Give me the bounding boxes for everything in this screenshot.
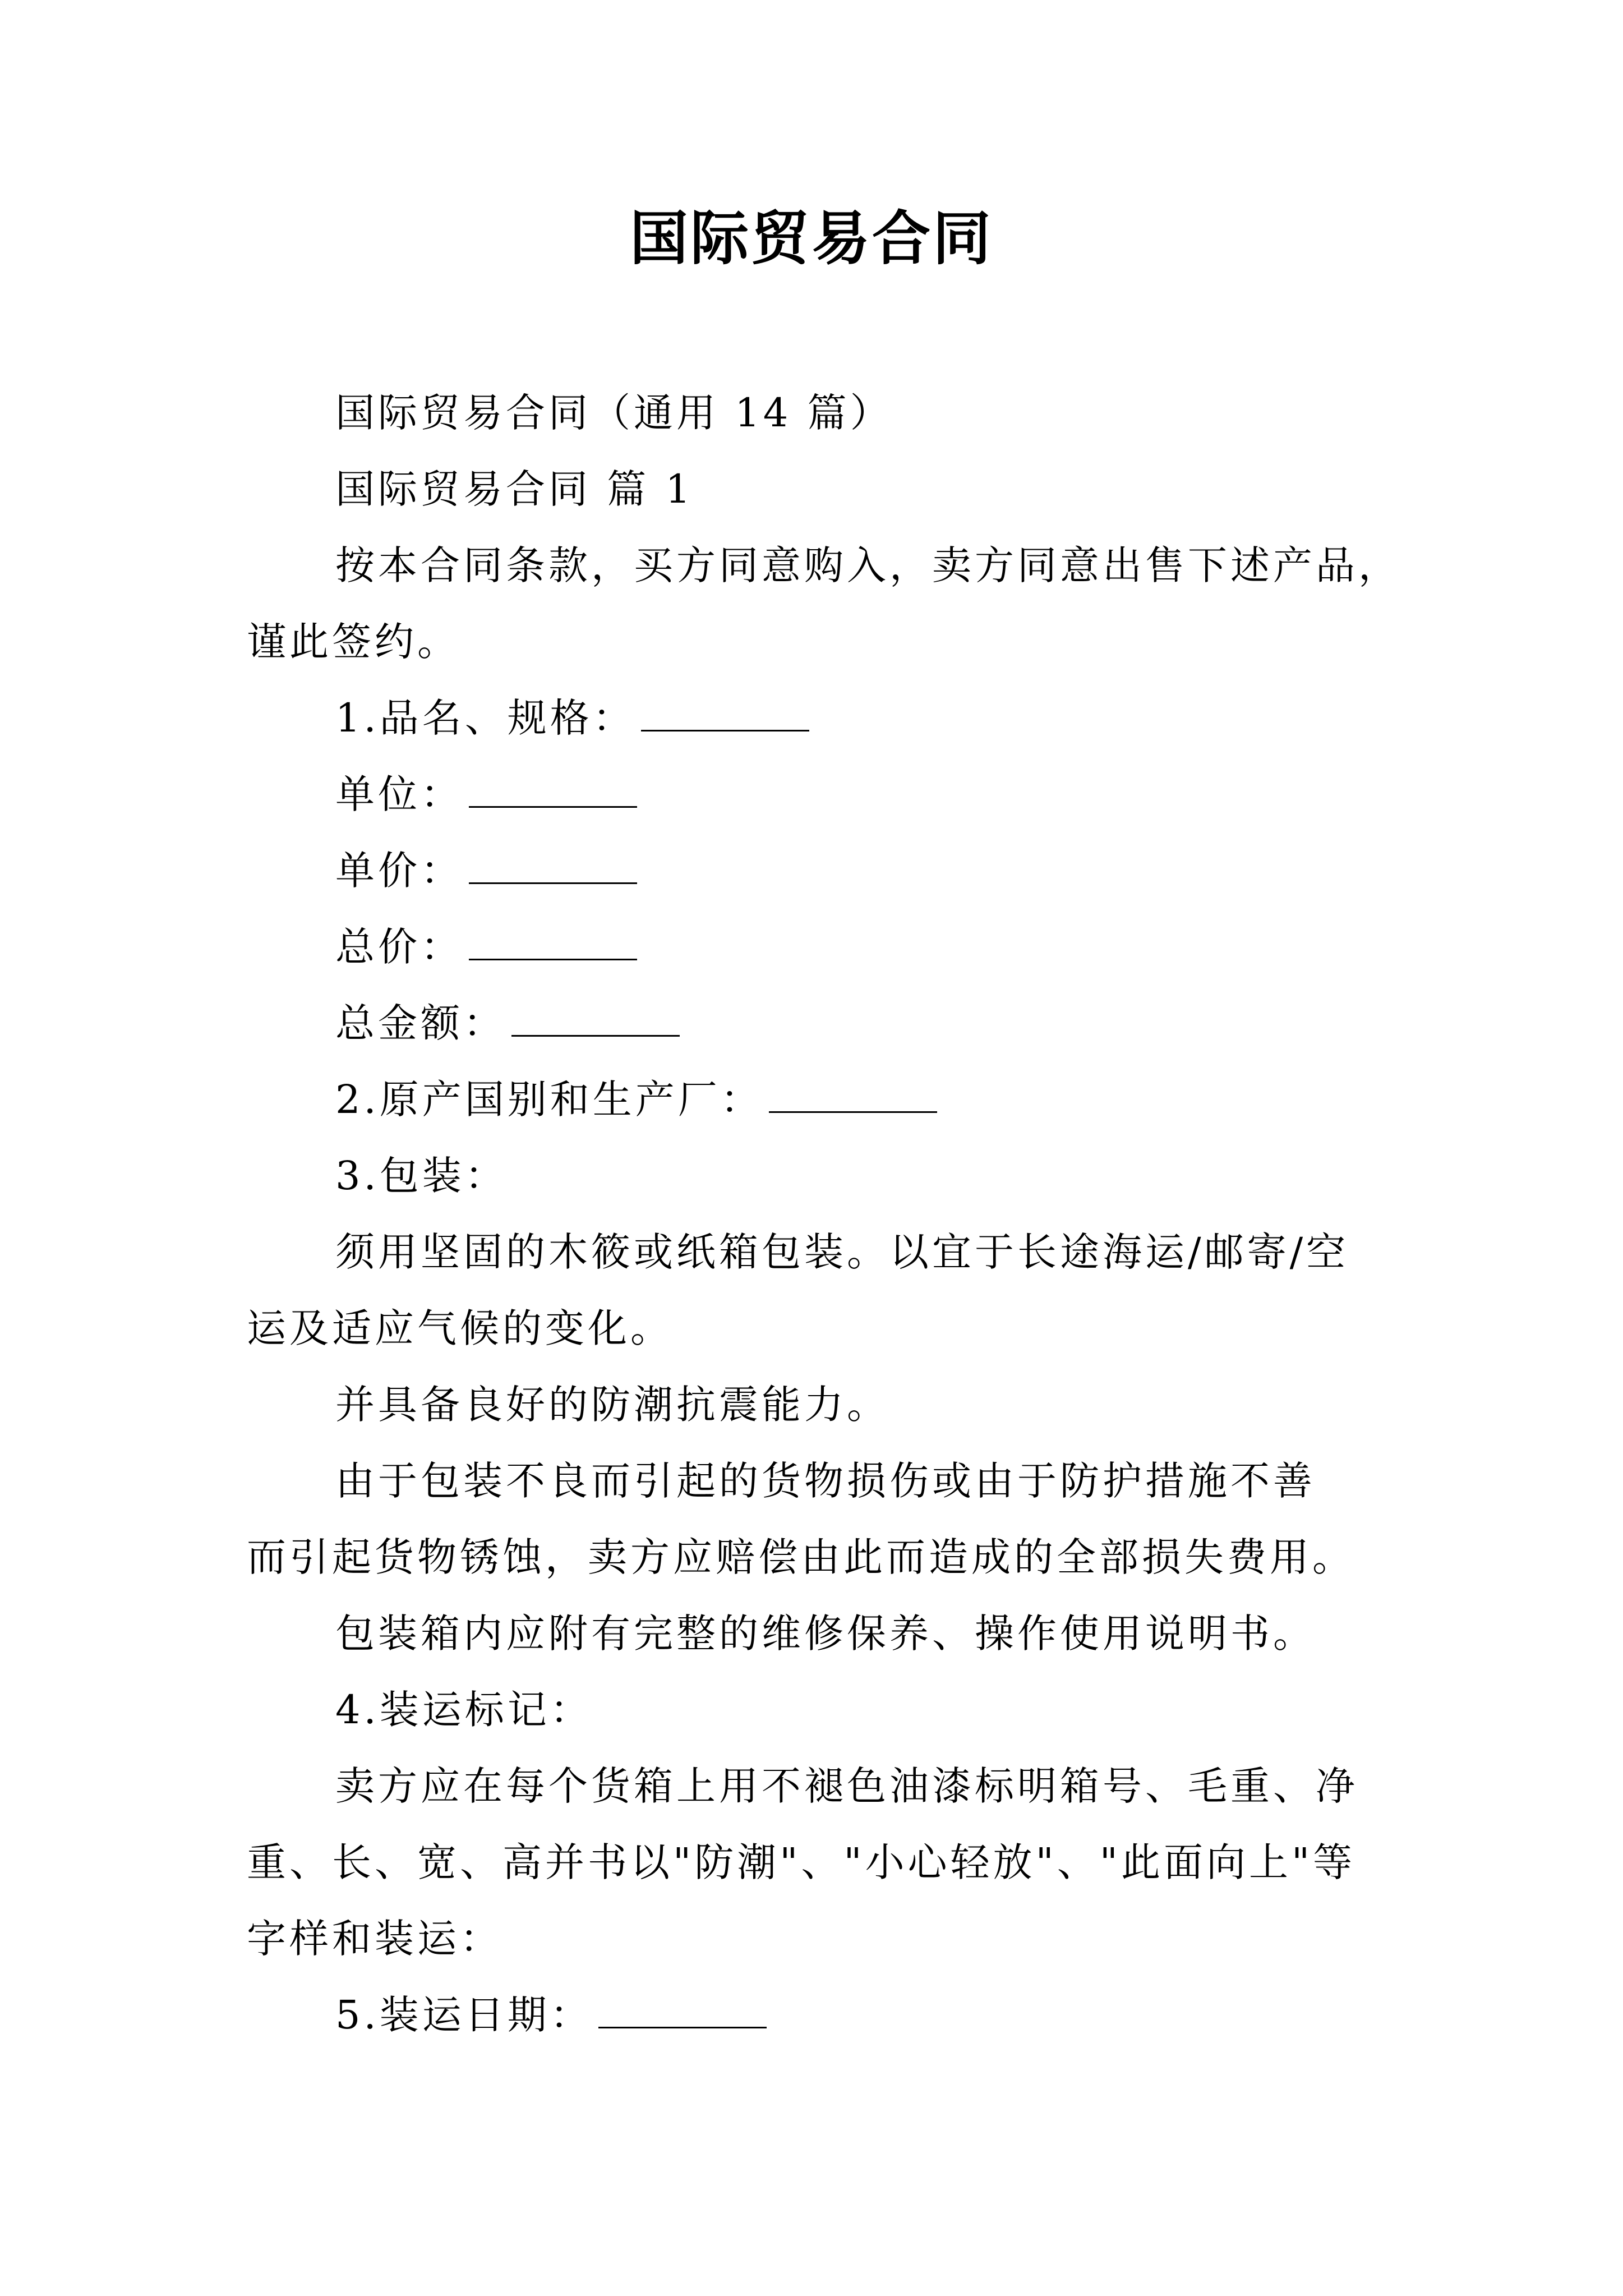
fill-in-blank [641, 696, 809, 731]
section-heading: 国际贸易合同 篇 1 [335, 466, 694, 512]
intro-paragraph-line: 谨此签约。 [247, 619, 460, 665]
shipping-marks-paragraph-line: 字样和装运： [247, 1916, 502, 1962]
field-label: 总价： [335, 924, 463, 970]
shipping-marks-paragraph-line: 重、长、宽、高并书以"防潮"、"小心轻放"、"此面向上"等 [247, 1839, 1356, 1885]
packing-paragraph-line: 由于包装不良而引起的货物损伤或由于防护措施不善 [335, 1458, 1316, 1504]
field-origin-manufacturer [335, 1071, 937, 1128]
fill-in-blank [469, 772, 637, 808]
fill-in-blank [598, 1993, 767, 2028]
field-label: 单价： [335, 848, 463, 894]
fill-in-blank [469, 849, 637, 884]
shipping-marks-paragraph-line: 卖方应在每个货箱上用不褪色油漆标明箱号、毛重、净 [335, 1763, 1358, 1809]
document-title: 国际贸易合同 [629, 204, 993, 273]
field-shipment-date [335, 1987, 767, 2043]
document-subtitle: 国际贸易合同（通用 14 篇） [335, 390, 893, 436]
field-label: 5.装运日期： [335, 1992, 593, 2038]
section-packing-heading: 3.包装： [335, 1153, 508, 1199]
field-unit-price [335, 843, 637, 899]
field-label: 总金额： [335, 1000, 506, 1046]
field-total-price [335, 919, 637, 975]
packing-paragraph-line: 而引起货物锈蚀，卖方应赔偿由此而造成的全部损失费用。 [247, 1534, 1355, 1580]
intro-paragraph-line: 按本合同条款，买方同意购入，卖方同意出售下述产品， [335, 542, 1401, 588]
fill-in-blank [511, 1001, 680, 1037]
field-label: 1.品名、规格： [335, 695, 635, 741]
packing-paragraph-line: 运及适应气候的变化。 [247, 1305, 673, 1351]
field-label: 单位： [335, 771, 463, 817]
packing-paragraph-line: 并具备良好的防潮抗震能力。 [335, 1382, 889, 1428]
field-product-name-spec [335, 690, 809, 746]
field-total-amount [335, 995, 680, 1051]
packing-paragraph-line: 须用坚固的木筱或纸箱包装。以宜于长途海运/邮寄/空 [335, 1229, 1349, 1275]
section-shipping-marks-heading: 4.装运标记： [335, 1687, 593, 1733]
fill-in-blank [769, 1078, 937, 1113]
packing-paragraph-line: 包装箱内应附有完整的维修保养、操作使用说明书。 [335, 1611, 1316, 1657]
fill-in-blank [469, 925, 637, 960]
field-unit [335, 766, 637, 822]
field-label: 2.原产国别和生产厂： [335, 1076, 763, 1122]
